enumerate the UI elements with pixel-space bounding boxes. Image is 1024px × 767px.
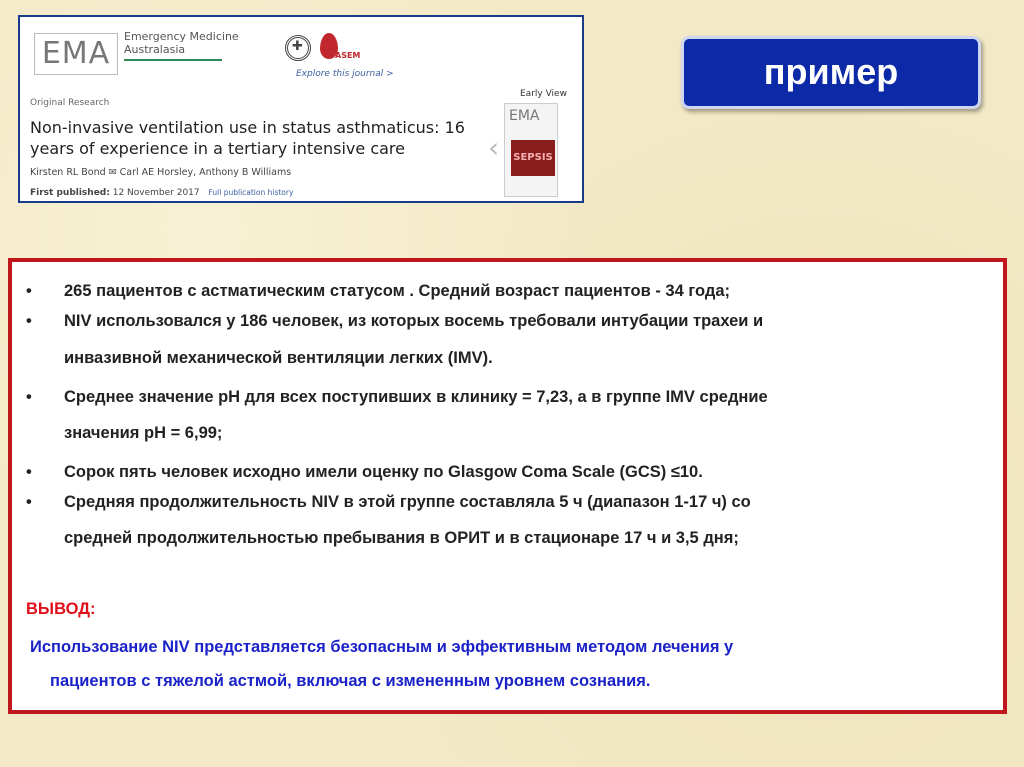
- college-seal-icon: [285, 35, 311, 61]
- publication-history-link[interactable]: Full publication history: [208, 188, 294, 197]
- cover-sepsis-banner: SEPSIS: [511, 140, 555, 176]
- organization-underline: [124, 59, 222, 61]
- chevron-left-icon[interactable]: ‹: [488, 131, 500, 164]
- summary-panel: • 265 пациентов с астматическим статусом . Средний возраст пациентов - 34 года; • NIV использовался у 186 человек, из которых восемь требовали интубации трахеи и инвазивной механической вентиляции легких (IMV). • Среднее значение pH для всех поступивших в клинику = 7,23, а в группе IMV средние значения pH = 6,99; • Сорок пять человек исходно имели оценку по Glasgow Coma Scale (GCS) ≤10. • Средняя продолжительность NIV в этой группе составляла 5 ч (диапазон 1-17 ч) со средней продолжительностью пребывания в ОРИТ и в стационаре 17 ч и 3,5 дня; ВЫВОД: Использование NIV представляется безопасным и эффективным методом лечения у пациентов с тяжелой астмой, включая с измененным уровнем сознания.: [8, 258, 1007, 714]
- ema-logo: EMA: [34, 33, 118, 75]
- conclusion-text: Использование NIV представляется безопасным и эффективным методом лечения у пациентов с тяжелой астмой, включая с измененным уровнем сознания.: [30, 638, 734, 690]
- early-view-label: Early View: [520, 89, 567, 99]
- journal-cover-image[interactable]: [504, 103, 558, 197]
- example-badge: пример: [681, 36, 981, 109]
- journal-header-card: [18, 15, 584, 203]
- journal-organization: Emergency Medicine Australasia: [124, 30, 239, 56]
- asem-label: ASEM: [335, 51, 361, 60]
- conclusion-title: ВЫВОД:: [26, 600, 96, 618]
- explore-journal-link[interactable]: Explore this journal >: [296, 69, 394, 79]
- cover-ema-text: EMA: [509, 108, 540, 124]
- article-authors: Kirsten RL Bond ✉ Carl AE Horsley, Anthony B Williams: [30, 167, 292, 178]
- publication-info: First published: 12 November 2017 Full publication history: [30, 188, 294, 198]
- article-title: Non-invasive ventilation use in status asthmaticus: 16 years of experience in a tertiary intensive care: [30, 118, 465, 158]
- article-section: Original Research: [30, 98, 110, 108]
